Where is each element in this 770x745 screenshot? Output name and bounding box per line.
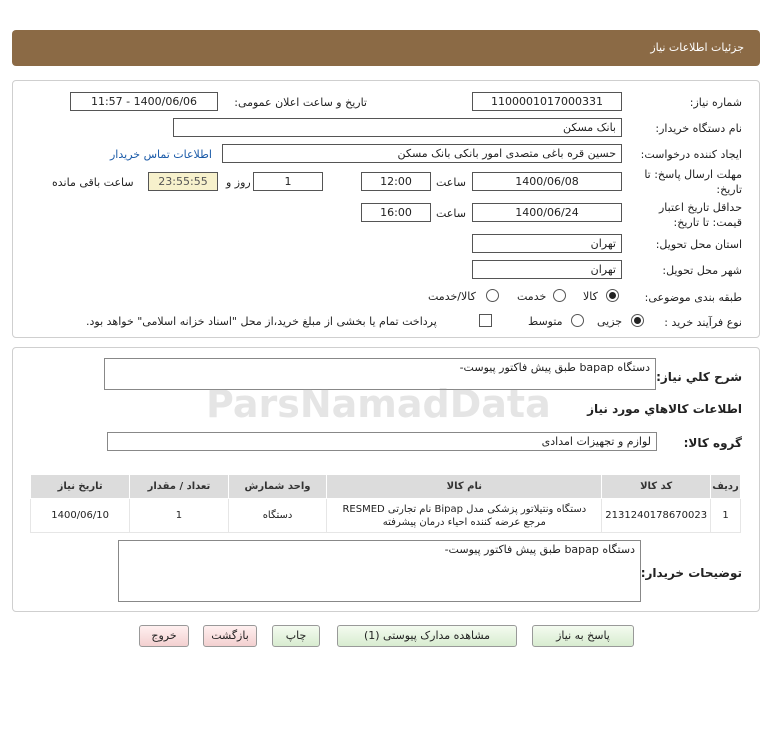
deadline-time-field: 12:00 xyxy=(361,172,431,191)
cell-name xyxy=(327,499,602,533)
announce-label: تاریخ و ساعت اعلان عمومی: xyxy=(234,96,367,109)
process-medium-label: متوسط xyxy=(528,315,563,328)
buyer-label: نام دستگاه خریدار: xyxy=(655,122,742,135)
city-label: شهر محل تحویل: xyxy=(662,264,742,277)
goods-table xyxy=(30,474,741,533)
category-goods-label: کالا xyxy=(583,290,598,303)
cell-qty: 1 xyxy=(130,499,228,533)
table-header-row xyxy=(31,475,741,499)
validity-time-label: ساعت xyxy=(436,207,466,220)
watermark-logo: ParsNamadData xyxy=(206,382,551,426)
cell-name-line2: مرجع عرضه کننده احیاء درمان پیشرفته xyxy=(382,516,546,528)
category-both-radio[interactable] xyxy=(486,289,499,302)
page-title: جزئیات اطلاعات نیاز xyxy=(650,41,744,54)
process-medium-radio[interactable] xyxy=(571,314,584,327)
process-minor-radio[interactable] xyxy=(631,314,644,327)
validity-date-field: 1400/06/24 xyxy=(472,203,622,222)
creator-label: ایجاد کننده درخواست: xyxy=(640,148,742,161)
page-header xyxy=(12,30,760,66)
cell-unit: دستگاه xyxy=(228,499,327,533)
category-service-radio[interactable] xyxy=(553,289,566,302)
days-field: 1 xyxy=(253,172,323,191)
col-unit: واحد شمارش xyxy=(228,475,327,499)
exit-button[interactable]: خروج xyxy=(139,625,189,647)
contact-info-link[interactable]: اطلاعات تماس خریدار xyxy=(110,148,212,161)
announce-field: 1400/06/06 - 11:57 xyxy=(70,92,218,111)
category-both-label: کالا/خدمت xyxy=(428,290,476,303)
buyer-field: بانک مسکن xyxy=(173,118,622,137)
deadline-label: مهلت ارسال پاسخ: تا xyxy=(644,168,742,181)
deadline-label-2: تاریخ: xyxy=(716,183,742,196)
city-field: تهران xyxy=(472,260,622,279)
buyer-desc-label: توضیحات خریدار: xyxy=(640,566,742,580)
category-service-label: خدمت xyxy=(517,290,547,303)
col-code: کد کالا xyxy=(602,475,711,499)
creator-field: حسین قره باغی متصدی امور بانکی بانک مسکن xyxy=(222,144,622,163)
need-number-label: شماره نیاز: xyxy=(689,96,742,109)
cell-date: 1400/06/10 xyxy=(31,499,130,533)
general-desc-field: دستگاه bapap طبق پیش فاکتور پیوست- xyxy=(104,358,656,390)
col-date: تاریخ نیاز xyxy=(31,475,130,499)
attachments-button[interactable]: مشاهده مدارک پیوستی (1) xyxy=(337,625,517,647)
back-button[interactable]: بازگشت xyxy=(203,625,257,647)
days-label: روز و xyxy=(226,176,251,189)
goods-info-title: اطلاعات کالاهاي مورد نياز xyxy=(587,402,742,416)
cell-index: 1 xyxy=(711,499,741,533)
col-index: ردیف xyxy=(711,475,741,499)
goods-group-field: لوازم و تجهیزات امدادی xyxy=(107,432,657,451)
col-qty: تعداد / مقدار xyxy=(130,475,228,499)
print-button[interactable]: چاپ xyxy=(272,625,320,647)
remaining-label: ساعت باقی مانده xyxy=(52,176,134,189)
need-number-field: 1100001017000331 xyxy=(472,92,622,111)
process-type-label: نوع فرآیند خرید : xyxy=(664,316,742,329)
category-label: طبقه بندی موضوعی: xyxy=(644,291,742,304)
province-field: تهران xyxy=(472,234,622,253)
validity-time-field: 16:00 xyxy=(361,203,431,222)
deadline-date-field: 1400/06/08 xyxy=(472,172,622,191)
process-minor-label: جزیی xyxy=(597,315,623,328)
remaining-time-field: 23:55:55 xyxy=(148,172,218,191)
treasury-payment-checkbox[interactable] xyxy=(479,314,492,327)
cell-name-line1: دستگاه ونتیلاتور پزشکی مدل Bipap نام تجارتی RESMED xyxy=(342,503,587,515)
table-row xyxy=(31,499,741,533)
province-label: استان محل تحویل: xyxy=(655,238,742,251)
validity-label: حداقل تاریخ اعتبار xyxy=(658,201,742,214)
treasury-payment-note: پرداخت تمام یا بخشی از مبلغ خرید،از محل "اسناد خزانه اسلامی" خواهد بود. xyxy=(86,315,437,328)
reply-button[interactable]: پاسخ به نیاز xyxy=(532,625,634,647)
general-desc-label: شرح کلي نياز: xyxy=(656,370,742,384)
validity-label-2: قیمت: تا تاریخ: xyxy=(673,216,742,229)
buyer-desc-field: دستگاه bapap طبق پیش فاکتور پیوست- xyxy=(118,540,641,602)
cell-code: 2131240178670023 xyxy=(602,499,711,533)
deadline-time-label: ساعت xyxy=(436,176,466,189)
category-goods-radio[interactable] xyxy=(606,289,619,302)
goods-group-label: گروه کالا: xyxy=(683,436,742,450)
col-name: نام کالا xyxy=(327,475,602,499)
